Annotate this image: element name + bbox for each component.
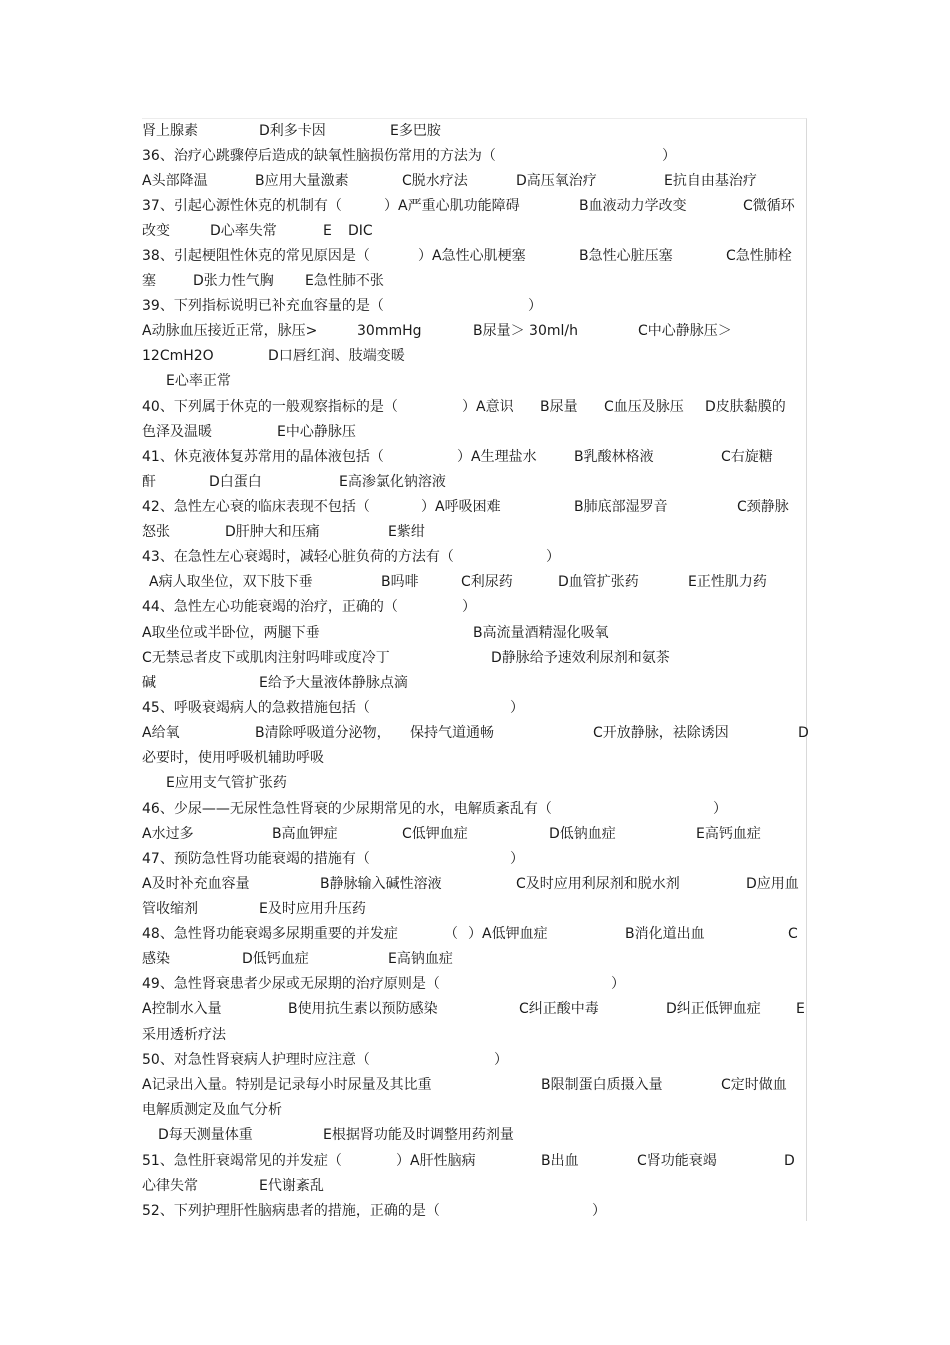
text-line <box>142 520 806 544</box>
text-segment: 46、少尿——无尿性急性肾衰的少尿期常见的水，电解质紊乱有（ <box>142 801 552 817</box>
text-segment: B血液动力学改变 <box>579 198 687 214</box>
text-segment: ）A生理盐水 <box>457 449 537 465</box>
text-segment: B出血 <box>541 1153 579 1169</box>
text-segment: ） <box>510 851 524 867</box>
text-segment: A控制水入量 <box>142 1001 222 1017</box>
text-line <box>142 445 806 469</box>
text-line <box>142 696 806 720</box>
text-segment: C中心静脉压＞ <box>638 323 732 339</box>
text-segment: C肾功能衰竭 <box>637 1153 717 1169</box>
text-segment: E心率正常 <box>166 373 231 389</box>
text-line <box>142 872 806 896</box>
text-line <box>142 420 806 444</box>
text-segment: E应用支气管扩张药 <box>166 775 287 791</box>
text-line <box>142 219 806 243</box>
text-segment: A给氧 <box>142 725 180 741</box>
text-segment: ） <box>713 801 727 817</box>
text-segment: 采用透析疗法 <box>142 1027 226 1043</box>
text-segment: 52、下列护理肝性脑病患者的措施，正确的是（ <box>142 1203 440 1219</box>
text-segment: B乳酸林格液 <box>574 449 654 465</box>
text-segment: ） <box>611 976 625 992</box>
text-segment: ） <box>662 148 676 164</box>
text-segment: 38、引起梗阻性休克的常见原因是（ <box>142 248 370 264</box>
text-segment: C颈静脉 <box>737 499 789 515</box>
text-segment: E <box>796 1001 805 1017</box>
text-segment: 12CmH2O <box>142 348 214 364</box>
text-segment: E多巴胺 <box>390 123 441 139</box>
text-segment: B急性心脏压塞 <box>579 248 673 264</box>
text-line <box>142 269 806 293</box>
text-line <box>142 1023 806 1047</box>
text-segment: 41、休克液体复苏常用的晶体液包括（ <box>142 449 384 465</box>
text-line <box>142 671 806 695</box>
text-line <box>142 595 806 619</box>
text-segment: B高血钾症 <box>272 826 338 842</box>
text-segment: 色泽及温暖 <box>142 424 212 440</box>
document-page <box>142 118 807 1221</box>
text-line <box>142 746 806 770</box>
text-segment: E高渗氯化钠溶液 <box>339 474 446 490</box>
text-segment: B肺底部湿罗音 <box>574 499 668 515</box>
text-line <box>142 947 806 971</box>
text-segment: ） <box>546 549 560 565</box>
text-segment: D高压氧治疗 <box>516 173 597 189</box>
text-segment: 51、急性肝衰竭常见的并发症（ <box>142 1153 342 1169</box>
text-segment: D口唇红润、肢端变暖 <box>268 348 405 364</box>
text-segment: E <box>323 223 332 239</box>
text-line <box>142 1123 806 1147</box>
text-segment: 30mmHg <box>357 323 422 339</box>
text-segment: ）A低钾血症 <box>468 926 548 942</box>
text-segment: E抗自由基治疗 <box>664 173 757 189</box>
text-segment: C定时做血 <box>721 1077 787 1093</box>
text-segment: B尿量＞ 30ml/h <box>473 323 578 339</box>
text-line <box>142 797 806 821</box>
text-segment: 肾上腺素 <box>142 123 198 139</box>
text-segment: A取坐位或半卧位，两腿下垂 <box>142 625 320 641</box>
text-segment: B静脉输入碱性溶液 <box>320 876 442 892</box>
text-line <box>142 395 806 419</box>
text-segment: E中心静脉压 <box>277 424 356 440</box>
text-segment: 36、治疗心跳骤停后造成的缺氧性脑损伤常用的方法为（ <box>142 148 496 164</box>
text-segment: C无禁忌者皮下或肌肉注射吗啡或度冷丁 <box>142 650 390 666</box>
text-segment: A病人取坐位，双下肢下垂 <box>149 574 313 590</box>
text-segment: B吗啡 <box>381 574 419 590</box>
text-segment: 48、急性肾功能衰竭多尿期重要的并发症 <box>142 926 398 942</box>
text-segment: D <box>784 1153 795 1169</box>
text-segment: ）A肝性脑病 <box>396 1153 476 1169</box>
text-line <box>142 997 806 1021</box>
text-segment: A记录出入量。特别是记录每小时尿量及其比重 <box>142 1077 432 1093</box>
text-segment: D血管扩张药 <box>558 574 639 590</box>
text-segment: D张力性气胸 <box>193 273 274 289</box>
text-line <box>142 1048 806 1072</box>
text-segment: 43、在急性左心衰竭时，减轻心脏负荷的方法有（ <box>142 549 454 565</box>
text-line <box>142 470 806 494</box>
text-segment: D白蛋白 <box>209 474 262 490</box>
text-line <box>142 144 806 168</box>
text-segment: B清除呼吸道分泌物， <box>255 725 391 741</box>
text-line <box>142 646 806 670</box>
text-segment: 感染 <box>142 951 170 967</box>
text-segment: E紫绀 <box>388 524 425 540</box>
text-segment: C微循环 <box>743 198 795 214</box>
text-segment: B高流量酒精湿化吸氧 <box>473 625 609 641</box>
text-segment: 保持气道通畅 <box>410 725 494 741</box>
text-segment: D静脉给予速效利尿剂和氨茶 <box>491 650 670 666</box>
text-segment: 怒张 <box>142 524 170 540</box>
text-line <box>142 771 806 795</box>
text-segment: C开放静脉，祛除诱因 <box>593 725 729 741</box>
text-segment: D心率失常 <box>210 223 277 239</box>
text-segment: A及时补充血容量 <box>142 876 250 892</box>
text-segment: E给予大量液体静脉点滴 <box>259 675 408 691</box>
text-segment: 管收缩剂 <box>142 901 198 917</box>
text-segment: C及时应用利尿剂和脱水剂 <box>516 876 680 892</box>
text-segment: E高钠血症 <box>388 951 453 967</box>
text-line <box>142 1073 806 1097</box>
text-line <box>142 822 806 846</box>
text-segment: C利尿药 <box>461 574 513 590</box>
text-segment: E正性肌力药 <box>688 574 767 590</box>
text-segment: 塞 <box>142 273 156 289</box>
text-segment: 45、呼吸衰竭病人的急救措施包括（ <box>142 700 370 716</box>
text-segment: E代谢紊乱 <box>259 1178 324 1194</box>
text-segment: C低钾血症 <box>402 826 468 842</box>
text-segment: （ <box>444 926 458 942</box>
text-line <box>142 972 806 996</box>
text-line <box>142 294 806 318</box>
text-segment: E急性肺不张 <box>305 273 384 289</box>
text-line <box>142 621 806 645</box>
text-segment: ） <box>592 1203 606 1219</box>
text-line <box>142 922 806 946</box>
text-segment: E根据肾功能及时调整用药剂量 <box>323 1127 514 1143</box>
text-segment: 电解质测定及血气分析 <box>142 1102 282 1118</box>
text-line <box>142 119 806 143</box>
text-segment: B使用抗生素以预防感染 <box>288 1001 438 1017</box>
text-segment: D皮肤黏膜的 <box>705 399 786 415</box>
text-segment: ） <box>528 298 542 314</box>
text-segment: ）A严重心肌功能障碍 <box>384 198 520 214</box>
text-segment: ）A意识 <box>462 399 514 415</box>
text-segment: E及时应用升压药 <box>259 901 366 917</box>
text-line <box>142 194 806 218</box>
text-segment: 碱 <box>142 675 156 691</box>
text-segment: 37、引起心源性休克的机制有（ <box>142 198 342 214</box>
text-line <box>142 545 806 569</box>
text-segment: D应用血 <box>746 876 799 892</box>
text-segment: 44、急性左心功能衰竭的治疗，正确的（ <box>142 599 398 615</box>
text-segment: D低钙血症 <box>242 951 309 967</box>
text-segment: D肝肿大和压痛 <box>225 524 320 540</box>
text-line <box>142 495 806 519</box>
text-segment: B尿量 <box>540 399 578 415</box>
text-segment: 酐 <box>142 474 156 490</box>
text-segment: A水过多 <box>142 826 194 842</box>
text-segment: E高钙血症 <box>696 826 761 842</box>
text-line <box>142 1149 806 1173</box>
text-segment: C脱水疗法 <box>402 173 468 189</box>
text-segment: ） <box>494 1052 508 1068</box>
text-segment: 42、急性左心衰的临床表现不包括（ <box>142 499 370 515</box>
text-segment: D纠正低钾血症 <box>666 1001 761 1017</box>
text-segment: B限制蛋白质摄入量 <box>541 1077 663 1093</box>
text-segment: ） <box>462 599 476 615</box>
text-segment: A动脉血压接近正常，脉压> <box>142 323 318 339</box>
text-segment: A头部降温 <box>142 173 208 189</box>
text-line <box>142 570 806 594</box>
text-segment: B消化道出血 <box>625 926 705 942</box>
text-segment: 50、对急性肾衰病人护理时应注意（ <box>142 1052 370 1068</box>
text-segment: 心律失常 <box>142 1178 198 1194</box>
text-segment: C血压及脉压 <box>604 399 684 415</box>
text-line <box>142 1199 806 1223</box>
text-line <box>142 244 806 268</box>
text-segment: C右旋糖 <box>721 449 773 465</box>
text-segment: C <box>788 926 798 942</box>
text-segment: D <box>798 725 809 741</box>
text-line <box>142 847 806 871</box>
text-segment: 40、下列属于休克的一般观察指标的是（ <box>142 399 398 415</box>
text-segment: 47、预防急性肾功能衰竭的措施有（ <box>142 851 370 867</box>
text-segment: 必要时，使用呼吸机辅助呼吸 <box>142 750 324 766</box>
text-segment: ） <box>510 700 524 716</box>
text-segment: 改变 <box>142 223 170 239</box>
text-segment: D利多卡因 <box>259 123 326 139</box>
text-line <box>142 721 809 745</box>
text-segment: C纠正酸中毒 <box>519 1001 599 1017</box>
text-segment: D每天测量体重 <box>158 1127 253 1143</box>
text-line <box>142 344 806 368</box>
text-segment: 49、急性肾衰患者少尿或无尿期的治疗原则是（ <box>142 976 440 992</box>
text-segment: ）A急性心肌梗塞 <box>418 248 526 264</box>
text-segment: DIC <box>348 223 373 239</box>
text-segment: ）A呼吸困难 <box>421 499 501 515</box>
text-segment: B应用大量激素 <box>255 173 349 189</box>
text-segment: 39、下列指标说明已补充血容量的是（ <box>142 298 384 314</box>
text-segment: C急性肺栓 <box>726 248 792 264</box>
text-line <box>142 897 806 921</box>
text-line <box>142 369 806 393</box>
text-line <box>142 319 806 343</box>
text-line <box>142 1174 806 1198</box>
text-line <box>142 169 806 193</box>
text-line <box>142 1098 806 1122</box>
text-segment: D低钠血症 <box>549 826 616 842</box>
